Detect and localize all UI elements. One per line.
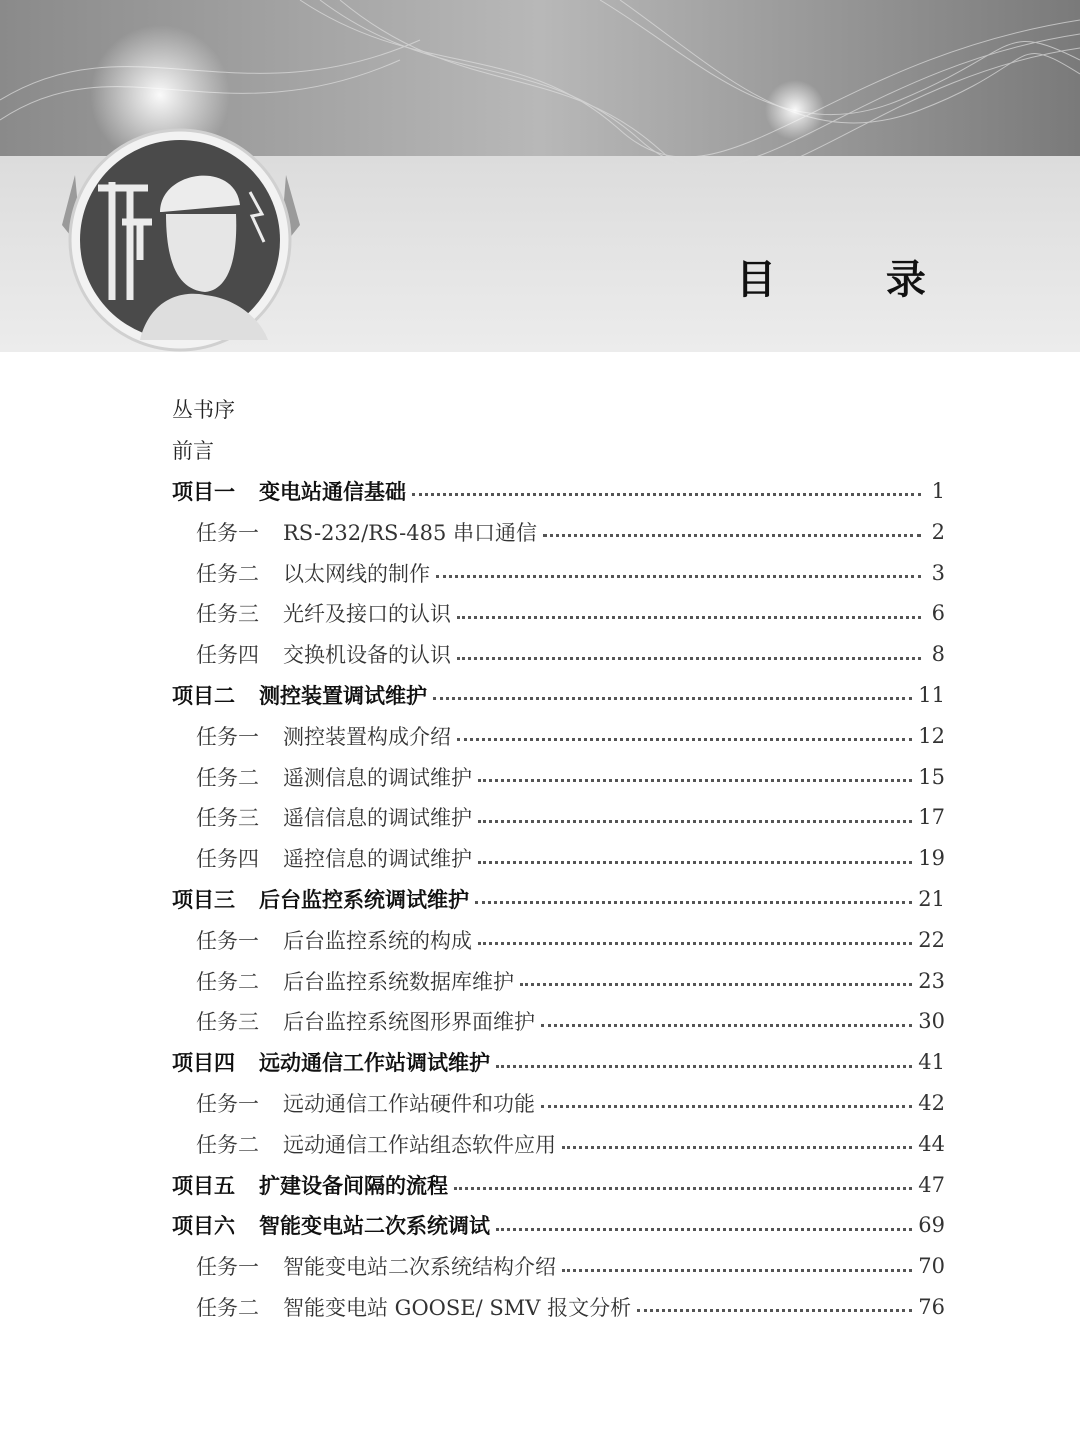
toc-page-number: 70 [918, 1254, 945, 1279]
toc-task-number: 任务三 [196, 806, 259, 831]
toc-page-number: 8 [931, 642, 945, 667]
page-title: 目 录 [736, 257, 974, 303]
toc-task-title: 光纤及接口的认识 [283, 602, 451, 627]
toc-project-number: 项目三 [172, 887, 235, 912]
toc-task-row [172, 511, 945, 552]
toc-task-title: 智能变电站 GOOSE/ SMV 报文分析 [283, 1295, 632, 1320]
toc-page-number: 30 [918, 1009, 945, 1034]
toc-page-number: 3 [931, 560, 945, 585]
toc-dot-leader [457, 738, 912, 741]
toc-task-number: 任务四 [196, 847, 259, 872]
toc-dot-leader [478, 861, 912, 864]
toc-page-number: 11 [918, 682, 945, 707]
toc-task-row [172, 1123, 945, 1164]
toc-front-item [172, 430, 945, 471]
toc-task-title: 以太网线的制作 [283, 561, 430, 586]
toc-task-title: 测控装置构成介绍 [283, 724, 451, 749]
toc-task-number: 任务二 [196, 561, 259, 586]
toc-dot-leader [637, 1309, 912, 1312]
toc-front-item [172, 389, 945, 430]
toc-task-title: RS-232/RS-485 串口通信 [283, 520, 538, 545]
toc-task-row [172, 1083, 945, 1124]
toc-project-row [172, 675, 945, 716]
toc-task-row [172, 1287, 945, 1328]
toc-dot-leader [541, 1024, 912, 1027]
toc-project-row [172, 1205, 945, 1246]
toc-project-number: 项目六 [172, 1214, 235, 1239]
toc-task-number: 任务一 [196, 1255, 259, 1280]
header-banner [0, 0, 1080, 352]
toc-task-row [172, 756, 945, 797]
toc-front-title: 前言 [172, 439, 214, 464]
toc-task-number: 任务二 [196, 765, 259, 790]
toc-project-row [172, 471, 945, 512]
toc-task-number: 任务二 [196, 1132, 259, 1157]
toc-project-row [172, 1164, 945, 1205]
toc-project-number: 项目四 [172, 1051, 235, 1076]
toc-task-title: 远动通信工作站硬件和功能 [283, 1091, 535, 1116]
toc-dot-leader [457, 616, 921, 619]
toc-page-number: 76 [918, 1294, 945, 1319]
toc-task-row [172, 838, 945, 879]
toc-task-title: 远动通信工作站组态软件应用 [283, 1132, 556, 1157]
toc-task-title: 智能变电站二次系统结构介绍 [283, 1255, 556, 1280]
toc-page-number: 15 [918, 764, 945, 789]
toc-task-title: 后台监控系统图形界面维护 [283, 1010, 535, 1035]
toc-page-number: 19 [918, 846, 945, 871]
toc-dot-leader [454, 1187, 912, 1190]
toc-page-number: 42 [918, 1090, 945, 1115]
toc-dot-leader [541, 1105, 912, 1108]
toc-page-number: 47 [918, 1172, 945, 1197]
toc-project-title: 测控装置调试维护 [259, 683, 427, 708]
toc-page-number: 44 [918, 1131, 945, 1156]
toc-task-row [172, 797, 945, 838]
toc-project-title: 远动通信工作站调试维护 [259, 1051, 490, 1076]
toc-task-number: 任务二 [196, 969, 259, 994]
table-of-contents [172, 389, 945, 1327]
toc-page-number: 21 [918, 886, 945, 911]
toc-dot-leader [562, 1269, 912, 1272]
toc-task-number: 任务一 [196, 520, 259, 545]
toc-page-number: 23 [918, 968, 945, 993]
toc-task-number: 任务三 [196, 602, 259, 627]
toc-task-title: 遥控信息的调试维护 [283, 847, 472, 872]
toc-project-number: 项目一 [172, 479, 235, 504]
toc-project-row [172, 1042, 945, 1083]
toc-dot-leader [562, 1146, 912, 1149]
toc-page-number: 41 [918, 1050, 945, 1075]
toc-project-number: 项目二 [172, 683, 235, 708]
toc-dot-leader [478, 820, 912, 823]
toc-project-title: 后台监控系统调试维护 [259, 887, 469, 912]
toc-dot-leader [412, 493, 921, 496]
toc-dot-leader [478, 942, 912, 945]
toc-task-number: 任务二 [196, 1295, 259, 1320]
toc-dot-leader [436, 575, 921, 578]
toc-dot-leader [457, 657, 921, 660]
toc-task-row [172, 1001, 945, 1042]
toc-dot-leader [543, 534, 921, 537]
toc-project-title: 扩建设备间隔的流程 [259, 1173, 448, 1198]
toc-task-title: 后台监控系统的构成 [283, 928, 472, 953]
toc-task-row [172, 552, 945, 593]
toc-project-number: 项目五 [172, 1173, 235, 1198]
toc-task-row [172, 715, 945, 756]
toc-project-title: 智能变电站二次系统调试 [259, 1214, 490, 1239]
toc-task-title: 交换机设备的认识 [283, 643, 451, 668]
toc-task-number: 任务一 [196, 928, 259, 953]
toc-page-number: 12 [918, 723, 945, 748]
toc-page-number: 2 [931, 519, 945, 544]
toc-task-number: 任务四 [196, 643, 259, 668]
toc-task-row [172, 1246, 945, 1287]
toc-task-title: 后台监控系统数据库维护 [283, 969, 514, 994]
toc-dot-leader [496, 1228, 912, 1231]
toc-page-number: 17 [918, 805, 945, 830]
toc-dot-leader [475, 901, 912, 904]
toc-dot-leader [433, 697, 912, 700]
toc-task-row [172, 634, 945, 675]
toc-front-title: 丛书序 [172, 398, 235, 423]
toc-task-row [172, 919, 945, 960]
toc-page-number: 22 [918, 927, 945, 952]
toc-task-number: 任务一 [196, 724, 259, 749]
toc-task-number: 任务三 [196, 1010, 259, 1035]
toc-project-title: 变电站通信基础 [259, 479, 406, 504]
toc-dot-leader [496, 1065, 912, 1068]
toc-task-number: 任务一 [196, 1091, 259, 1116]
toc-task-title: 遥信信息的调试维护 [283, 806, 472, 831]
toc-task-row [172, 960, 945, 1001]
toc-page-number: 69 [918, 1213, 945, 1238]
toc-project-row [172, 879, 945, 920]
toc-page-number: 1 [931, 478, 945, 503]
toc-dot-leader [520, 983, 912, 986]
toc-task-row [172, 593, 945, 634]
toc-dot-leader [478, 779, 912, 782]
toc-page-number: 6 [931, 601, 945, 626]
toc-task-title: 遥测信息的调试维护 [283, 765, 472, 790]
